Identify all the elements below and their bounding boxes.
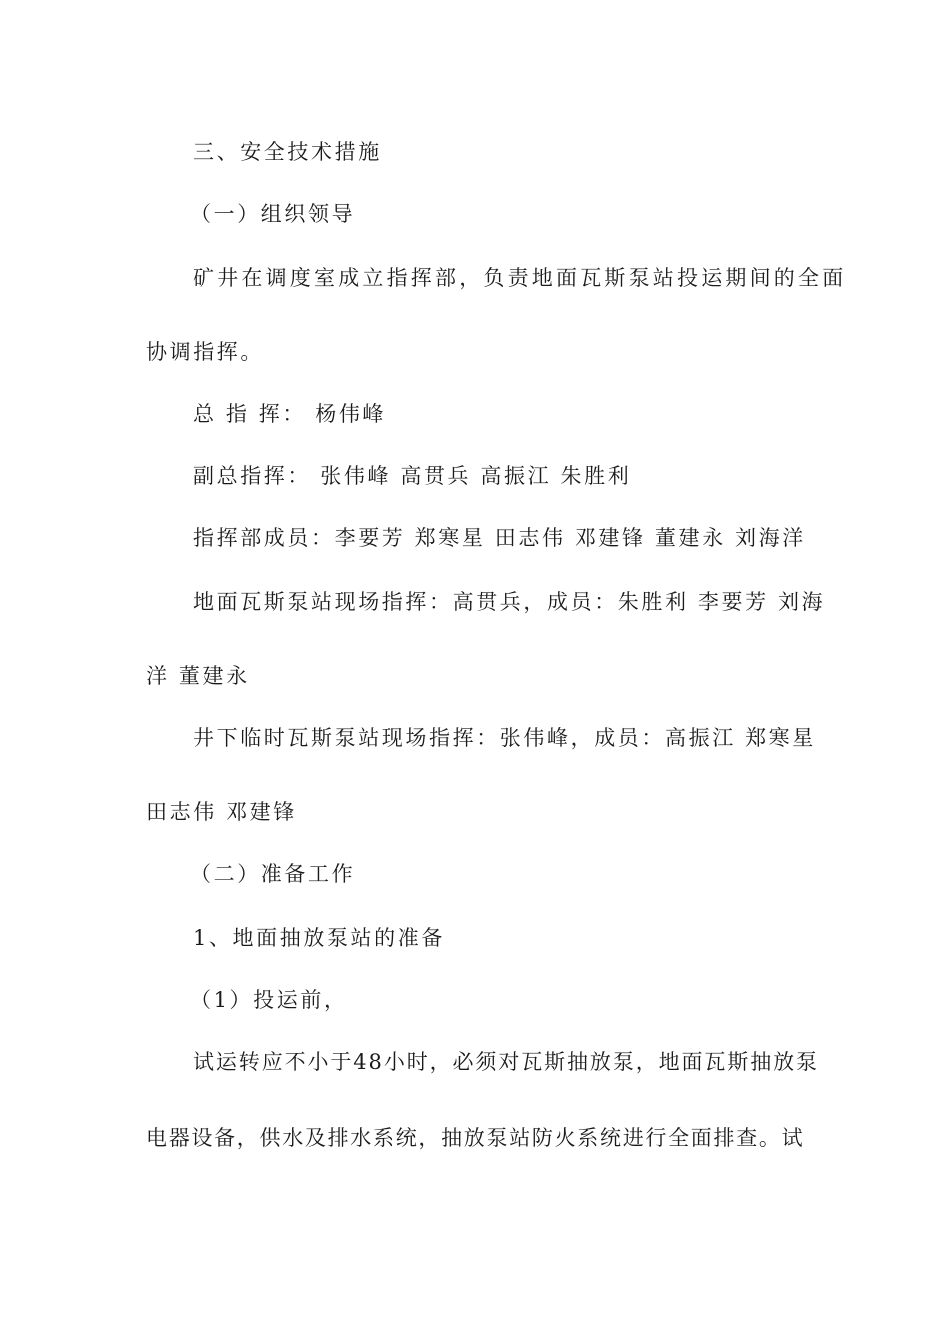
section-heading: 三、安全技术措施: [193, 140, 382, 164]
paragraph-line: 井下临时瓦斯泵站现场指挥：张伟峰，成员：高振江 郑寒星: [193, 726, 816, 750]
paragraph-line: 洋 董建永: [146, 664, 250, 688]
paragraph-line: 协调指挥。: [146, 340, 264, 364]
item-heading: 1、地面抽放泵站的准备: [193, 926, 445, 950]
subsection-heading-preparation: （二）准备工作: [190, 862, 356, 886]
paragraph-line: 矿井在调度室成立指挥部，负责地面瓦斯泵站投运期间的全面: [193, 266, 847, 290]
sub-item-heading: （1）投运前，: [190, 988, 348, 1012]
paragraph-line: 试运转应不小于48小时，必须对瓦斯抽放泵，地面瓦斯抽放泵: [193, 1050, 819, 1074]
deputy-commander-line: 副总指挥： 张伟峰 高贯兵 高振江 朱胜利: [193, 464, 632, 488]
commander-line: 总 指 挥： 杨伟峰: [193, 402, 387, 426]
paragraph-line: 田志伟 邓建锋: [146, 800, 297, 824]
paragraph-line: 电器设备，供水及排水系统，抽放泵站防火系统进行全面排查。试: [146, 1126, 805, 1150]
members-line: 指挥部成员：李要芳 郑寒星 田志伟 邓建锋 董建永 刘海洋: [193, 526, 806, 550]
subsection-heading-organization: （一）组织领导: [190, 202, 356, 226]
paragraph-line: 地面瓦斯泵站现场指挥：高贯兵，成员：朱胜利 李要芳 刘海: [193, 590, 826, 614]
